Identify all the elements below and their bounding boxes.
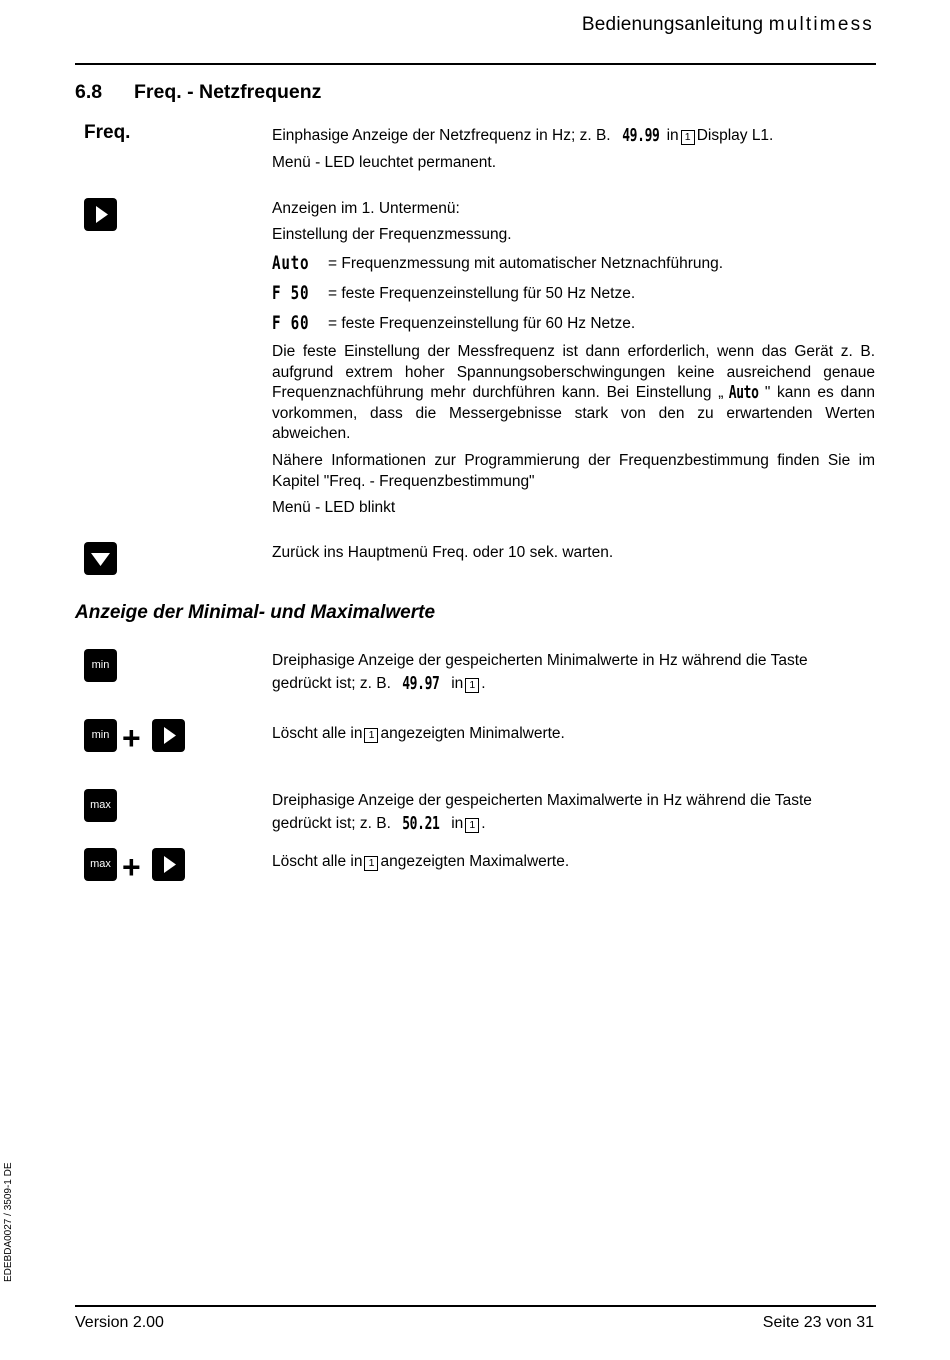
segment-max-value: 50.21 [402, 813, 440, 834]
max-clear-line [272, 852, 569, 873]
option-f50-text: = feste Frequenzeinstellung für 50 Hz Netze. [328, 285, 636, 302]
section-number: 6.8 [75, 81, 103, 103]
block2-led-blink: Menü - LED blinkt [272, 499, 396, 516]
right-key-icon [84, 198, 117, 231]
option-f60-code: F 60 [272, 312, 310, 334]
right-key-icon [152, 719, 185, 752]
plus-icon: + [122, 720, 141, 756]
min-clear-text-a: Löscht alle in [272, 725, 363, 742]
down-key-icon [84, 542, 117, 575]
display-number-box: 1 [364, 728, 378, 743]
max-clear-text-a: Löscht alle in [272, 853, 363, 870]
block1-line1 [272, 126, 773, 147]
min-block-line2-text-b: in [451, 675, 464, 692]
block2-line2: Einstellung der Frequenzmessung. [272, 226, 512, 243]
max-block-line1: Dreiphasige Anzeige der gespeicherten Maximalwerte in Hz während die Taste [272, 792, 812, 809]
segment-auto-inline: Auto [729, 382, 760, 403]
right-key-icon [152, 848, 185, 881]
display-number-box: 1 [465, 678, 479, 693]
block2-paragraph1-text-b: " kann es dann vorkommen, dass die Messergebnisse stark von den zu erwartenden Werten abweichen. [272, 384, 875, 442]
max-block-line2 [272, 814, 486, 835]
freq-label: Freq. [84, 122, 131, 143]
block3-line: Zurück ins Hauptmenü Freq. oder 10 sek. warten. [272, 544, 614, 561]
block2-paragraph1 [272, 342, 875, 445]
header-rule [75, 63, 876, 65]
max-block-line2-text-b: in [451, 815, 464, 832]
footer-rule [75, 1305, 876, 1307]
block1-line2: Menü - LED leuchtet permanent. [272, 154, 497, 171]
min-block-line2 [272, 674, 486, 695]
option-auto-text: = Frequenzmessung mit automatischer Netznachführung. [328, 255, 724, 272]
max-key-icon: max [84, 848, 117, 881]
block1-line1-text-b: in [666, 127, 679, 144]
display-number-box: 1 [681, 130, 695, 145]
block1-line1-text-c: Display L1. [696, 127, 774, 144]
max-block-line2-text-c: . [481, 815, 486, 832]
min-block-line1: Dreiphasige Anzeige der gespeicherten Minimalwerte in Hz während die Taste [272, 652, 808, 669]
subsection-title: Anzeige der Minimal- und Maximalwerte [75, 602, 436, 623]
max-block-line2-text-a: gedrückt ist; z. B. [272, 815, 391, 832]
display-number-box: 1 [465, 818, 479, 833]
display-number-box: 1 [364, 856, 378, 871]
segment-display-value: 49.99 [622, 125, 660, 146]
segment-min-value: 49.97 [402, 673, 440, 694]
min-block-line2-text-a: gedrückt ist; z. B. [272, 675, 391, 692]
min-clear-text-b: angezeigten Minimalwerte. [380, 725, 565, 742]
block2-line1: Anzeigen im 1. Untermenü: [272, 200, 460, 217]
header-title-prefix: Bedienungsanleitung [581, 14, 769, 35]
option-f60-text: = feste Frequenzeinstellung für 60 Hz Netze. [328, 315, 636, 332]
plus-icon: + [122, 849, 141, 885]
section-title: Freq. - Netzfrequenz [134, 81, 322, 103]
min-block-line2-text-c: . [481, 675, 486, 692]
option-auto-code: Auto [272, 252, 310, 274]
document-header-title [582, 14, 874, 36]
block2-paragraph2: Nähere Informationen zur Programmierung der Frequenzbestimmung finden Sie im Kapitel "Freq. - Frequenzbestimmung" [272, 452, 875, 490]
block2-paragraph1-text-a: Die feste Einstellung der Messfrequenz ist dann erforderlich, wenn das Gerät z. B. aufgrund extrem hoher Spannungsoberschwingungen keine ausreichend genaue Frequenznachführung mehr durchführen kann. Bei Einstellung „ [272, 343, 875, 401]
max-key-icon: max [84, 789, 117, 822]
option-f50-code: F 50 [272, 282, 310, 304]
document-code: EDEBDA0027 / 3509-1 DE [3, 1162, 14, 1282]
min-key-icon: min [84, 719, 117, 752]
min-key-icon: min [84, 649, 117, 682]
footer-page-number: Seite 23 von 31 [762, 1314, 874, 1331]
max-clear-text-b: angezeigten Maximalwerte. [380, 853, 570, 870]
footer-version: Version 2.00 [75, 1314, 164, 1331]
header-brand: multimess [768, 14, 874, 35]
min-clear-line [272, 724, 565, 745]
block1-line1-text-a: Einphasige Anzeige der Netzfrequenz in Hz; z. B. [272, 127, 611, 144]
